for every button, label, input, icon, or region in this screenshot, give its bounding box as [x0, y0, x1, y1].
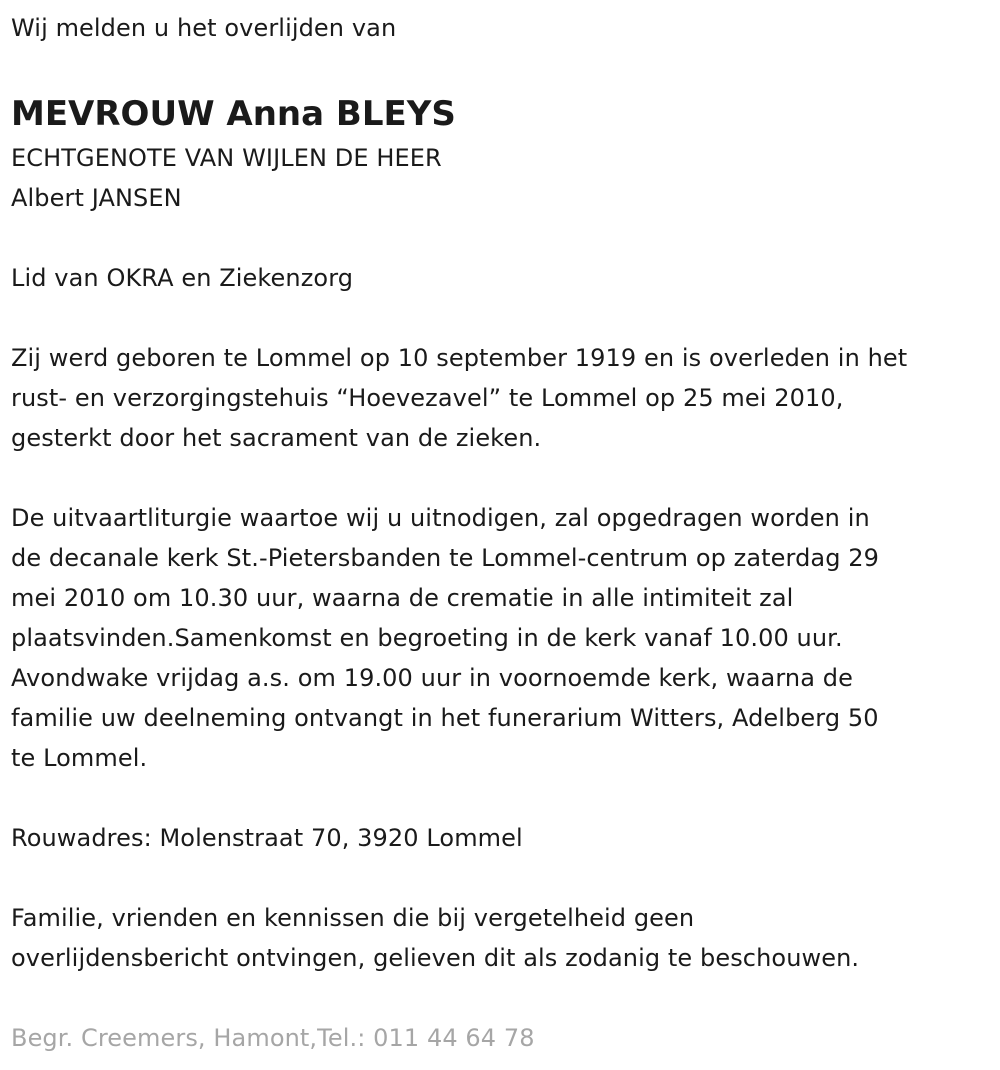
undertaker-footer: Begr. Creemers, Hamont,Tel.: 011 44 64 78 [11, 1024, 535, 1052]
paragraph-line: de decanale kerk St.-Pietersbanden te Lommel-centrum op zaterdag 29 [11, 544, 880, 572]
spacer [11, 298, 991, 338]
paragraph-line: Zij werd geboren te Lommel op 10 september 1919 en is overleden in het [11, 344, 908, 372]
deceased-name: MEVROUW Anna BLEYS [11, 94, 456, 134]
birth-death-paragraph [11, 338, 991, 458]
spacer [11, 218, 991, 258]
death-notice [11, 8, 991, 1058]
spacer [11, 778, 991, 818]
spacer [11, 978, 991, 1018]
paragraph-line: familie uw deelneming ontvangt in het funerarium Witters, Adelberg 50 [11, 704, 879, 732]
spacer [11, 858, 991, 898]
intro-text: Wij melden u het overlijden van [11, 14, 397, 42]
paragraph-line: De uitvaartliturgie waartoe wij u uitnodigen, zal opgedragen worden in [11, 504, 870, 532]
paragraph-line: rust- en verzorgingstehuis “Hoevezavel” te Lommel op 25 mei 2010, [11, 384, 844, 412]
spouse-name: Albert JANSEN [11, 184, 182, 212]
membership-text: Lid van OKRA en Ziekenzorg [11, 264, 354, 292]
spouse-title: ECHTGENOTE VAN WIJLEN DE HEER [11, 144, 442, 172]
paragraph-line: overlijdensbericht ontvingen, gelieven dit als zodanig te beschouwen. [11, 944, 860, 972]
mourning-address: Rouwadres: Molenstraat 70, 3920 Lommel [11, 824, 523, 852]
paragraph-line: Avondwake vrijdag a.s. om 19.00 uur in voornoemde kerk, waarna de [11, 664, 853, 692]
funeral-paragraph [11, 498, 991, 778]
paragraph-line: gesterkt door het sacrament van de zieken. [11, 424, 542, 452]
paragraph-line: plaatsvinden.Samenkomst en begroeting in de kerk vanaf 10.00 uur. [11, 624, 843, 652]
spacer [11, 458, 991, 498]
paragraph-line: te Lommel. [11, 744, 148, 772]
paragraph-line: mei 2010 om 10.30 uur, waarna de crematie in alle intimiteit zal [11, 584, 794, 612]
notice-paragraph [11, 898, 991, 978]
paragraph-line: Familie, vrienden en kennissen die bij vergetelheid geen [11, 904, 695, 932]
